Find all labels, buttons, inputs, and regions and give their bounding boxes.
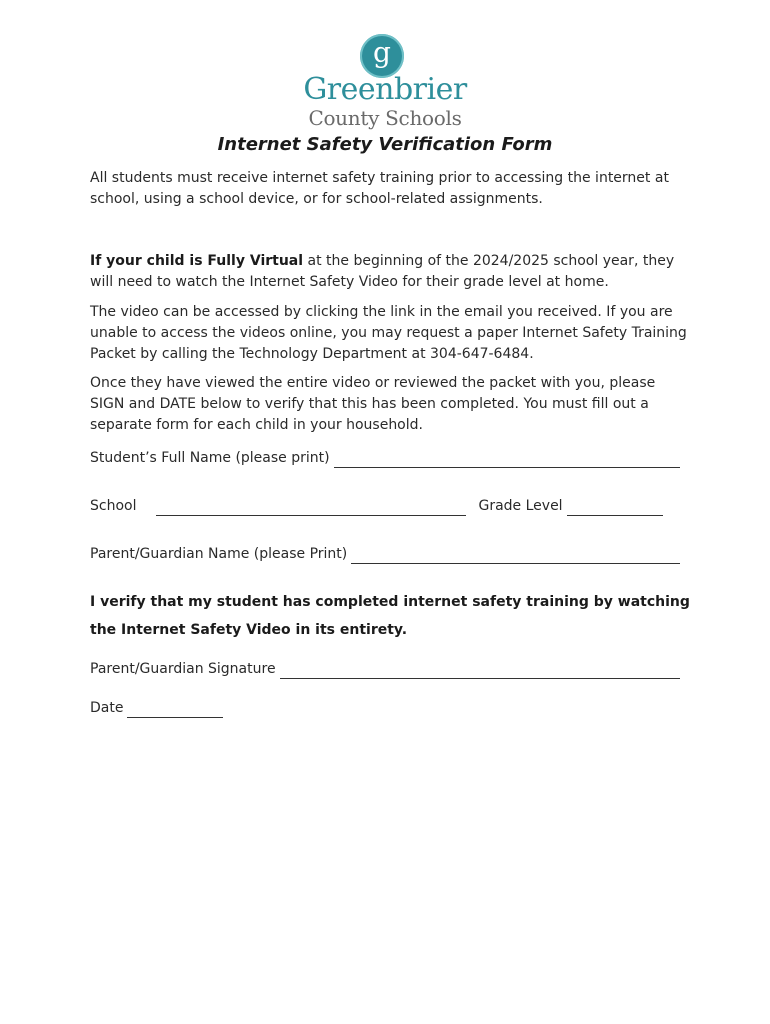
parent-name-blank[interactable]: [351, 548, 680, 564]
grade-level-blank[interactable]: [567, 500, 663, 516]
student-name-label: Student’s Full Name (please print): [90, 450, 330, 466]
signature-blank[interactable]: [280, 663, 680, 679]
student-name-blank[interactable]: [334, 452, 680, 468]
logo-subtitle: County Schools: [308, 106, 462, 130]
form-title: Internet Safety Verification Form: [217, 134, 553, 155]
logo-name: Greenbrier: [303, 72, 467, 107]
access-paragraph: The video can be accessed by clicking the link in the email you received. If you are unable to access the videos online, you may request a paper Internet Safety Training Packet by calling the Technology Department at 304-647-6484.: [90, 304, 687, 362]
district-logo: [300, 30, 470, 130]
school-blank[interactable]: [156, 500, 466, 516]
signature-field: [90, 657, 680, 679]
parent-name-field: [90, 542, 680, 564]
student-name-field: [90, 446, 680, 468]
logo-monogram-letter: g: [373, 36, 391, 69]
date-blank[interactable]: [127, 702, 223, 718]
date-label: Date: [90, 700, 124, 716]
intro-paragraph: All students must receive internet safety training prior to accessing the internet at school, using a school device, or for school-related assignments.: [90, 170, 669, 207]
parent-name-label: Parent/Guardian Name (please Print): [90, 546, 348, 562]
verification-statement: I verify that my student has completed internet safety training by watching the Internet Safety Video in its entirety.: [90, 594, 690, 638]
virtual-text: at the beginning of the 2024/2025 school year, they will need to watch the Internet Safety Video for their grade level at home.: [90, 253, 675, 290]
grade-level-label: Grade Level: [478, 498, 563, 514]
school-grade-field: [90, 494, 680, 516]
signature-label: Parent/Guardian Signature: [90, 661, 276, 677]
sign-instructions-paragraph: Once they have viewed the entire video or reviewed the packet with you, please SIGN and DATE below to verify that this has been completed. You must fill out a separate form for each child in your household.: [90, 375, 656, 433]
virtual-bold-text: If your child is Fully Virtual: [90, 253, 304, 269]
date-field: [90, 696, 240, 718]
school-label: School: [90, 498, 137, 514]
virtual-paragraph: [90, 251, 690, 293]
